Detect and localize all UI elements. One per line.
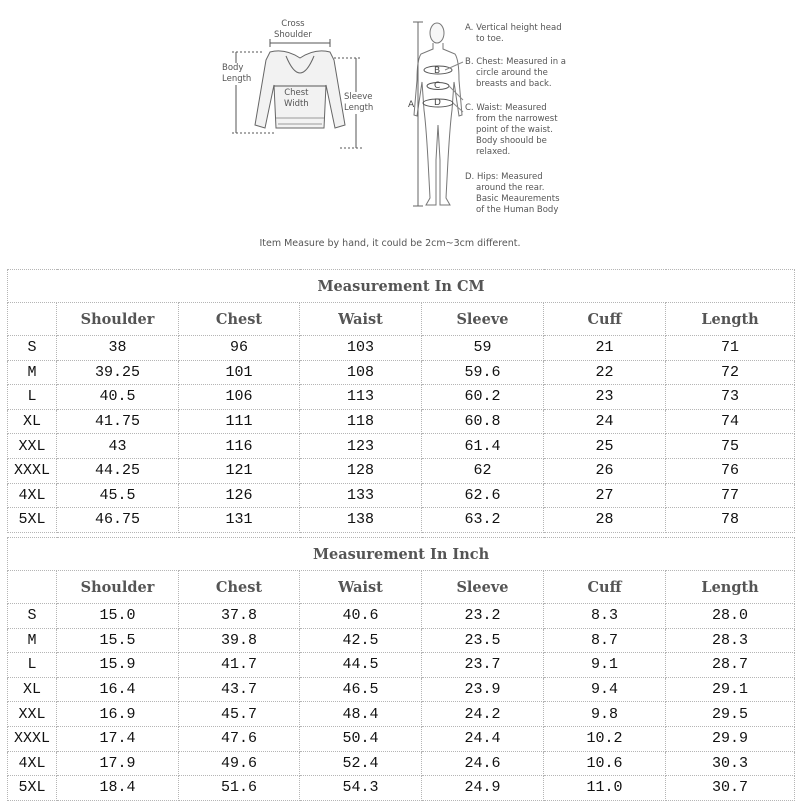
table-row: [8, 628, 795, 653]
measurement-value: 113: [300, 385, 422, 410]
measurement-value: 41.75: [57, 409, 179, 434]
table-row: [8, 483, 795, 508]
measurement-value: 39.25: [57, 360, 179, 385]
note-line: of the Human Body: [476, 205, 559, 215]
measurement-value: 74: [666, 409, 795, 434]
measurement-value: 25: [544, 434, 666, 459]
column-header: Chest: [179, 571, 300, 604]
column-header: Chest: [179, 303, 300, 336]
body-letter-c: C: [434, 81, 441, 91]
measurement-value: 111: [179, 409, 300, 434]
table-title: Measurement In Inch: [8, 538, 795, 571]
note-hips: [465, 172, 560, 216]
body-letter-d: D: [434, 98, 441, 108]
column-header: Shoulder: [57, 571, 179, 604]
column-header: Cuff: [544, 571, 666, 604]
measurement-value: 24: [544, 409, 666, 434]
measurement-value: 63.2: [422, 508, 544, 533]
table-row: [8, 385, 795, 410]
size-header: [8, 303, 57, 336]
note-waist: [465, 103, 558, 158]
label-line: Body: [222, 63, 244, 73]
measurement-value: 106: [179, 385, 300, 410]
size-label: L: [8, 653, 57, 678]
size-table-cm: [7, 269, 795, 533]
note-line: Body shoould be: [476, 136, 547, 146]
table-row: [8, 508, 795, 533]
measurement-value: 18.4: [57, 776, 179, 801]
measurement-value: 54.3: [300, 776, 422, 801]
size-label: L: [8, 385, 57, 410]
measurement-value: 60.2: [422, 385, 544, 410]
label-line: Length: [222, 74, 252, 84]
table-row: [8, 677, 795, 702]
measurement-value: 51.6: [179, 776, 300, 801]
measurement-value: 40.5: [57, 385, 179, 410]
size-diagram: [0, 0, 810, 258]
measurement-value: 126: [179, 483, 300, 508]
note-line: C. Waist: Measured: [465, 103, 547, 113]
measurement-value: 44.25: [57, 458, 179, 483]
table-row: [8, 434, 795, 459]
measurement-value: 28: [544, 508, 666, 533]
measurement-value: 28.3: [666, 628, 795, 653]
measurement-value: 23.7: [422, 653, 544, 678]
measurement-value: 8.7: [544, 628, 666, 653]
cross-shoulder-label: [274, 19, 312, 41]
note-line: relaxed.: [476, 147, 511, 157]
label-line: Width: [284, 99, 309, 109]
measurement-value: 71: [666, 336, 795, 361]
table-row: [8, 360, 795, 385]
measurement-value: 131: [179, 508, 300, 533]
table-row: [8, 604, 795, 629]
chest-width-label: [284, 88, 309, 110]
measurement-value: 45.7: [179, 702, 300, 727]
size-label: S: [8, 604, 57, 629]
label-line: Cross: [281, 19, 305, 29]
measurement-value: 46.5: [300, 677, 422, 702]
size-table-inch: [7, 537, 795, 801]
measurement-value: 17.9: [57, 751, 179, 776]
note-line: breasts and back.: [476, 79, 552, 89]
measurement-value: 108: [300, 360, 422, 385]
measurement-value: 10.6: [544, 751, 666, 776]
measurement-value: 43: [57, 434, 179, 459]
measurement-value: 59.6: [422, 360, 544, 385]
table-row: [8, 336, 795, 361]
measurement-value: 27: [544, 483, 666, 508]
column-header: Sleeve: [422, 303, 544, 336]
measurement-value: 38: [57, 336, 179, 361]
measurement-value: 16.9: [57, 702, 179, 727]
note-line: from the narrowest: [476, 114, 558, 124]
note-line: point of the waist.: [476, 125, 553, 135]
table-row: [8, 776, 795, 801]
measurement-value: 72: [666, 360, 795, 385]
note-line: B. Chest: Measured in a: [465, 57, 566, 67]
garment-illustration: [0, 0, 810, 258]
column-header: Length: [666, 571, 795, 604]
measurement-value: 45.5: [57, 483, 179, 508]
measurement-value: 9.1: [544, 653, 666, 678]
measurement-value: 24.2: [422, 702, 544, 727]
note-line: around the rear.: [476, 183, 545, 193]
size-label: XXL: [8, 434, 57, 459]
size-label: 4XL: [8, 751, 57, 776]
measurement-value: 30.7: [666, 776, 795, 801]
note-line: Basic Meaurements: [476, 194, 560, 204]
measurement-value: 42.5: [300, 628, 422, 653]
measurement-value: 77: [666, 483, 795, 508]
measurement-value: 44.5: [300, 653, 422, 678]
measurement-value: 116: [179, 434, 300, 459]
size-label: XXXL: [8, 726, 57, 751]
table-row: [8, 702, 795, 727]
measurement-value: 29.5: [666, 702, 795, 727]
note-line: circle around the: [476, 68, 548, 78]
measurement-value: 128: [300, 458, 422, 483]
measurement-value: 10.2: [544, 726, 666, 751]
measure-caption: Item Measure by hand, it could be 2cm~3cm different.: [259, 238, 521, 249]
column-header: Shoulder: [57, 303, 179, 336]
header-row: [8, 303, 795, 336]
size-label: S: [8, 336, 57, 361]
measurement-value: 39.8: [179, 628, 300, 653]
measurement-value: 103: [300, 336, 422, 361]
sleeve-length-label: [344, 92, 373, 114]
note-chest: [465, 57, 566, 90]
table-title: Measurement In CM: [8, 270, 795, 303]
measurement-value: 15.5: [57, 628, 179, 653]
measurement-value: 76: [666, 458, 795, 483]
measurement-value: 133: [300, 483, 422, 508]
size-header: [8, 571, 57, 604]
label-line: Chest: [284, 88, 309, 98]
header-row: [8, 571, 795, 604]
table-row: [8, 751, 795, 776]
measurement-value: 29.9: [666, 726, 795, 751]
measurement-value: 75: [666, 434, 795, 459]
measurement-value: 23: [544, 385, 666, 410]
measurement-value: 47.6: [179, 726, 300, 751]
measurement-value: 23.5: [422, 628, 544, 653]
body-length-label: [222, 63, 251, 85]
size-label: 5XL: [8, 776, 57, 801]
measurement-value: 60.8: [422, 409, 544, 434]
measurement-value: 78: [666, 508, 795, 533]
column-header: Waist: [300, 571, 422, 604]
size-label: 4XL: [8, 483, 57, 508]
measurement-value: 30.3: [666, 751, 795, 776]
measurement-value: 28.0: [666, 604, 795, 629]
measurement-value: 24.9: [422, 776, 544, 801]
label-line: Shoulder: [274, 30, 312, 40]
measurement-value: 15.9: [57, 653, 179, 678]
measurement-value: 8.3: [544, 604, 666, 629]
size-label: M: [8, 360, 57, 385]
measurement-value: 73: [666, 385, 795, 410]
measurement-value: 52.4: [300, 751, 422, 776]
size-label: XL: [8, 409, 57, 434]
measurement-value: 50.4: [300, 726, 422, 751]
measurement-value: 96: [179, 336, 300, 361]
table-row: [8, 409, 795, 434]
measurement-value: 41.7: [179, 653, 300, 678]
size-label: 5XL: [8, 508, 57, 533]
label-line: Sleeve: [344, 92, 373, 102]
measurement-value: 9.8: [544, 702, 666, 727]
measurement-value: 43.7: [179, 677, 300, 702]
measurement-value: 23.9: [422, 677, 544, 702]
column-header: Sleeve: [422, 571, 544, 604]
note-line: D. Hips: Measured: [465, 172, 543, 182]
measurement-value: 48.4: [300, 702, 422, 727]
measurement-value: 62: [422, 458, 544, 483]
label-line: Length: [344, 103, 374, 113]
body-letter-b: B: [434, 66, 441, 76]
measurement-value: 59: [422, 336, 544, 361]
measurement-value: 138: [300, 508, 422, 533]
size-label: XL: [8, 677, 57, 702]
size-label: XXXL: [8, 458, 57, 483]
measurement-value: 21: [544, 336, 666, 361]
note-line: to toe.: [476, 34, 504, 44]
measurement-value: 101: [179, 360, 300, 385]
measurement-value: 23.2: [422, 604, 544, 629]
size-label: M: [8, 628, 57, 653]
table-row: [8, 726, 795, 751]
measurement-value: 24.6: [422, 751, 544, 776]
measurement-value: 29.1: [666, 677, 795, 702]
note-height: [465, 23, 562, 45]
measurement-value: 118: [300, 409, 422, 434]
measurement-value: 16.4: [57, 677, 179, 702]
measurement-value: 62.6: [422, 483, 544, 508]
body-letter-a: A: [408, 100, 415, 110]
measurement-value: 17.4: [57, 726, 179, 751]
column-header: Waist: [300, 303, 422, 336]
measurement-value: 123: [300, 434, 422, 459]
table-row: [8, 653, 795, 678]
measurement-value: 49.6: [179, 751, 300, 776]
measurement-value: 11.0: [544, 776, 666, 801]
measurement-value: 28.7: [666, 653, 795, 678]
column-header: Cuff: [544, 303, 666, 336]
measurement-value: 37.8: [179, 604, 300, 629]
measurement-value: 26: [544, 458, 666, 483]
measurement-value: 61.4: [422, 434, 544, 459]
measurement-value: 121: [179, 458, 300, 483]
measurement-value: 9.4: [544, 677, 666, 702]
note-line: A. Vertical height head: [465, 23, 562, 33]
measurement-value: 40.6: [300, 604, 422, 629]
measurement-value: 22: [544, 360, 666, 385]
table-row: [8, 458, 795, 483]
column-header: Length: [666, 303, 795, 336]
size-label: XXL: [8, 702, 57, 727]
measurement-value: 24.4: [422, 726, 544, 751]
measurement-value: 46.75: [57, 508, 179, 533]
measurement-value: 15.0: [57, 604, 179, 629]
